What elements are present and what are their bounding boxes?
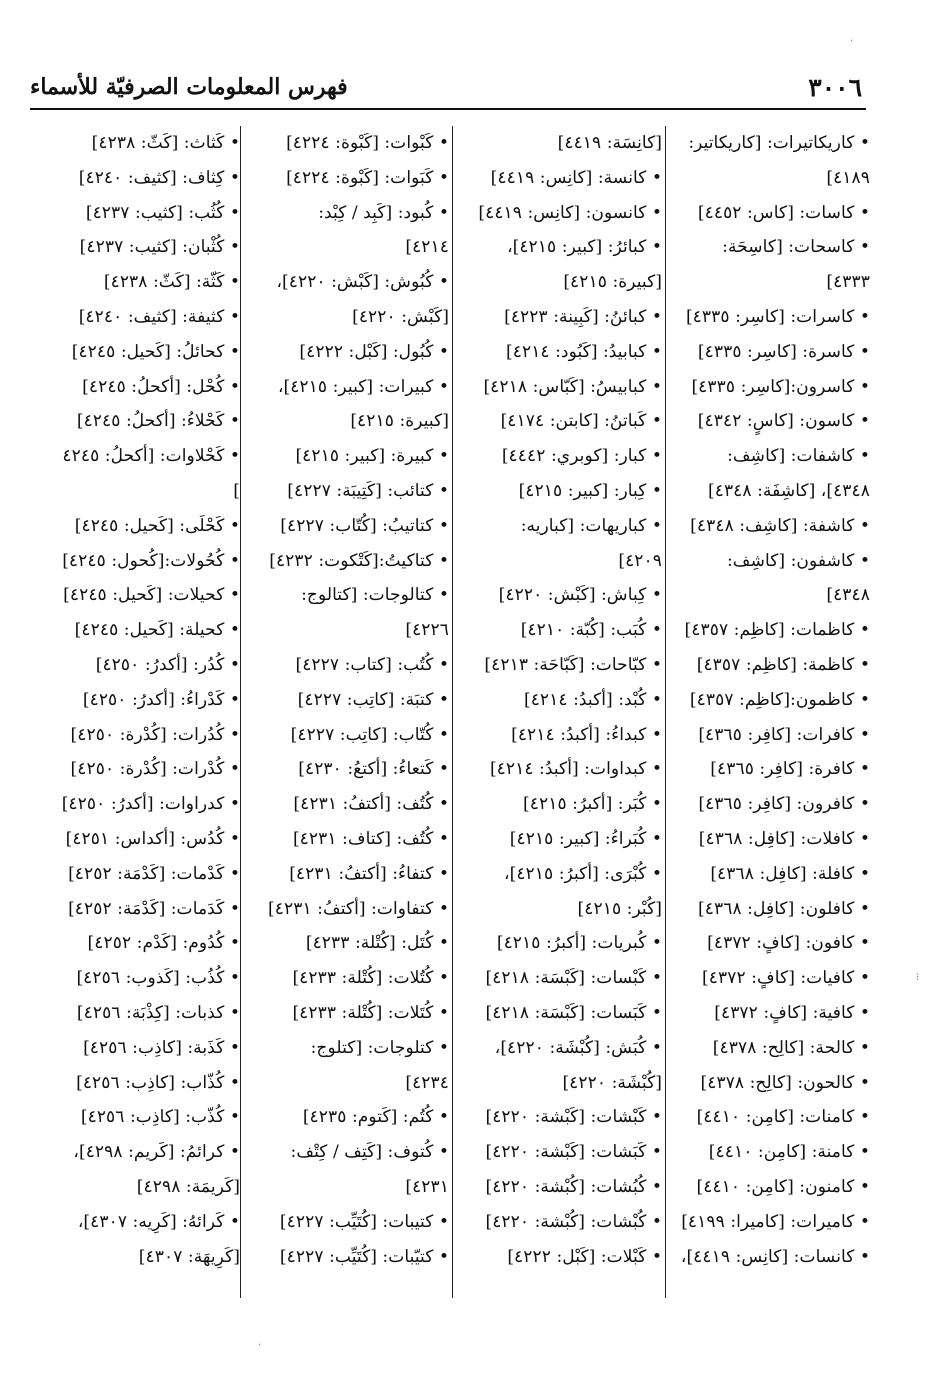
index-entry: • كُتوف: [كَتِف / كِتْف: ٤٢٣١] — [290, 1142, 449, 1197]
index-entry: • كُبريات: [أكبرُ: ٤٢١٥] — [496, 933, 662, 954]
index-entry: • كالحة: [كالِح: ٤٣٧٨] — [712, 1037, 870, 1058]
index-entry: • كَرائهُ: [كَرِيه: ٤٣٠٧]، [كَرِيهَة: ٤٣٠٧] — [77, 1211, 240, 1267]
header-rule — [30, 108, 866, 110]
index-entry: • كافرات: [كافِر: ٤٣٦٥] — [698, 724, 870, 745]
index-entry: • كاظمات: [كاظِم: ٤٣٥٧] — [684, 620, 870, 641]
index-entry: • كُبْرَى: [أكبرُ: ٤٢١٥]، [كُبْر: ٤٢١٥] — [504, 863, 662, 919]
index-entry: • كافلة: [كافِل: ٤٣٦٨] — [710, 863, 870, 884]
index-entry: • كِباش: [كَبْش: ٤٢٢٠] — [498, 585, 662, 606]
index-entry: • كافرون: [كافِر: ٤٣٦٥] — [698, 794, 870, 815]
index-entry: • كُدُوم: [كَدْم: ٤٢٥٢] — [87, 933, 240, 954]
index-entry: • كَحْلَى: [كَحيل: ٤٢٤٥] — [74, 515, 240, 536]
index-entry: • كُبَش: [كُبْشَة: ٤٢٢٠]، [كُبْشَة: ٤٢٢٠] — [494, 1037, 662, 1093]
index-entry: • كتالوجات: [كتالوج: ٤٢٢٦] — [301, 585, 449, 641]
index-entry: • كاشفون: [كاشِف: ٤٣٤٨] — [727, 550, 870, 606]
index-entry: • كاسون: [كاسٍ: ٤٣٤٢] — [697, 411, 870, 432]
index-entry: • كالحون: [كالِح: ٤٣٧٨] — [700, 1072, 870, 1093]
index-entry: • كُتُب: [كتاب: ٤٢٢٧] — [295, 654, 449, 675]
index-entry: • كاشفات: [كاشِف: ٤٣٤٨]، [كاشِفَة: ٤٣٤٨] — [708, 446, 870, 501]
index-entry: • كتاكيتُ:[كَتْكوت: ٤٢٣٢] — [269, 550, 449, 571]
index-entry: • كُدُرات: [كُدْرة: ٤٢٥٠] — [70, 724, 240, 745]
index-entry: • كُبَب: [كُبّة: ٤٢١٠] — [520, 620, 662, 641]
index-entry: • كَبْوات: [كَبْوة: ٤٢٢٤] — [286, 133, 449, 153]
index-entry: • كتلوجات: [كتلوج: ٤٢٣٤] — [310, 1037, 449, 1093]
index-entry: • كَبْسات: [كَبْسَة: ٤٢١٨] — [485, 968, 662, 989]
index-column-2 — [458, 126, 662, 1316]
index-entry: • كُذّاب: [كاذِب: ٤٢٥٦] — [76, 1072, 240, 1093]
index-entry: • كافية: [كافٍ: ٤٣٧٢] — [714, 1002, 870, 1023]
index-entry: • كُبَراءُ: [كبير: ٤٢١٥] — [509, 828, 662, 849]
index-entry: • كُذّب: [كاذِب: ٤٢٥٦] — [80, 1107, 240, 1128]
index-entry: • كُتَلات: [كُتْلة: ٤٢٣٣] — [292, 1002, 449, 1023]
index-entry: • كَبَشات: [كَبْشة: ٤٢٢٠] — [485, 1142, 662, 1163]
index-entry: • كاظمون:[كاظِم: ٤٣٥٧] — [689, 689, 870, 710]
index-entry: • كاسرون:[كاسِر: ٤٣٣٥] — [691, 376, 870, 397]
index-entry: • كُبُول: [كَبْل: ٤٢٢٢] — [299, 341, 449, 362]
index-entry: • كبائنُ: [كَبِينة: ٤٢٢٣] — [504, 306, 662, 327]
index-entry: • كافيات: [كافٍ: ٤٣٧٢] — [702, 968, 870, 989]
index-entry: • كَحْلاءُ: [أكحلُ: ٤٢٤٥] — [76, 411, 240, 432]
index-entry: • كافون: [كافٍ: ٤٣٧٢] — [707, 933, 870, 954]
index-entry: • كَباتنُ: [كابتن: ٤١٧٤] — [500, 411, 662, 432]
index-entry: • كبيرات: [كبير: ٤٢١٥]، [كبيرة: ٤٢١٥] — [277, 376, 449, 432]
index-entry: • كُثْبان: [كثيب: ٤٢٣٧] — [79, 237, 240, 258]
index-entry: • كُتَل: [كُتْلة: ٤٢٣٣] — [305, 933, 449, 954]
index-column-1 — [672, 126, 870, 1316]
scan-speck: · — [258, 1340, 262, 1351]
index-entry: • كُحُولات:[كُحول: ٤٢٤٥] — [62, 550, 240, 571]
index-entry: • كاسحات: [كاسِحَة: ٤٣٣٣] — [722, 237, 870, 293]
index-entry: • كَثّة: [كَثّ: ٤٢٣٨] — [103, 272, 240, 293]
index-entry: • كحيلات: [كَحيل: ٤٢٤٥] — [63, 585, 240, 606]
page-header — [30, 62, 862, 108]
index-entry: • كَثاث: [كَثّ: ٤٢٣٨] — [91, 133, 240, 153]
index-entry: • كبائرُ: [كبير: ٤٢١٥]، [كبيرة: ٤٢١٥] — [507, 237, 662, 293]
index-entry: • كبابيسُ: [كَبّاس: ٤٢١٨] — [483, 376, 662, 397]
column-divider — [240, 126, 241, 1298]
index-entry: • كِثاف: [كثيف: ٤٢٤٠] — [78, 167, 240, 188]
index-entry: • كَبْشات: [كَبْشة: ٤٢٢٠] — [485, 1107, 662, 1128]
index-entry: • كباريهات: [كباريه: ٤٢٠٩] — [520, 515, 662, 571]
index-entry: • كتيّبات: [كُتَيِّب: ٤٢٢٧] — [279, 1246, 449, 1267]
index-entry: • كَتعاءُ: [أكتعُ: ٤٢٣٠] — [298, 759, 449, 780]
page-title: فهرس المعلومات الصرفيّة للأسماء — [30, 74, 348, 100]
index-entry: • كُتُلات: [كُتْلة: ٤٢٣٣] — [292, 968, 449, 989]
index-entry: • كامنات: [كامِن: ٤٤١٠] — [696, 1107, 870, 1128]
index-entry: • كُتُم: [كَتوم: ٤٢٣٥] — [302, 1107, 449, 1128]
index-entry: • كَبَوات: [كَبْوة: ٤٢٢٤] — [286, 167, 449, 188]
index-entry: • كتاتيبُ: [كُتّاب: ٤٢٢٧] — [280, 515, 449, 536]
index-entry: • كُثُب: [كثيب: ٤٢٣٧] — [85, 202, 240, 223]
index-entry: • كامنة: [كامِن: ٤٤١٠] — [708, 1142, 870, 1163]
page-number: ٣٠٠٦ — [808, 73, 862, 102]
index-column-3 — [243, 126, 449, 1316]
index-entry: • كِبار: [كبير: ٤٢١٥] — [518, 480, 662, 501]
scan-speck: · — [850, 36, 854, 47]
column-divider — [452, 126, 453, 1298]
index-entry: • كحيلة: [كَحيل: ٤٢٤٥] — [74, 620, 240, 641]
index-entry: • كاسرة: [كاسِر: ٤٣٣٥] — [697, 341, 870, 362]
index-entry: [كانِسَة: ٤٤١٩] — [557, 133, 662, 153]
index-entry: • كافرة: [كافِر: ٤٣٦٥] — [710, 759, 870, 780]
index-entry: • كانسات: [كانِس: ٤٤١٩]، — [680, 1246, 870, 1267]
index-entry: • كبيرة: [كبير: ٤٢١٥] — [295, 446, 449, 467]
index-entry: • كُتُف: [كتاف: ٤٢٣١] — [292, 828, 449, 849]
index-entry: • كاسرات: [كاسِر: ٤٣٣٥] — [685, 306, 870, 327]
scan-speck: ⁝ — [916, 972, 920, 983]
index-entry: • كُبُشات: [كُبْشة: ٤٢٢٠] — [485, 1176, 662, 1197]
index-entry: • كاظمة: [كاظِم: ٤٣٥٧] — [696, 654, 870, 675]
index-entry: • كاسات: [كاس: ٤٤٥٢] — [697, 202, 870, 223]
index-entry: • كُذُب: [كَذوب: ٤٢٥٦] — [76, 968, 240, 989]
index-entry: • كُحْل: [أكحلُ: ٤٢٤٥] — [82, 376, 240, 397]
index-entry: • كَبَسات: [كَبْسَة: ٤٢١٨] — [485, 1002, 662, 1023]
index-entry: • كَحْلاوات: [أكحلُ: ٤٢٤٥ ] — [62, 446, 240, 501]
index-entry: • كاريكاتيرات: [كاريكاتير: ٤١٨٩] — [688, 133, 870, 188]
index-entry: • كانسون: [كانِس: ٤٤١٩] — [478, 202, 662, 223]
index-entry: • كتائب: [كَتِيبَة: ٤٢٢٧] — [287, 480, 449, 501]
index-entry: • كافلون: [كافِل: ٤٣٦٨] — [698, 898, 870, 919]
index-entry: • كامنون: [كامِن: ٤٤١٠] — [696, 1176, 870, 1197]
column-divider — [665, 126, 666, 1298]
index-entry: • كُتُف: [أكتفُ: ٤٢٣١] — [293, 794, 449, 815]
index-entry: • كَدْراءُ: [أكدرُ: ٤٢٥٠] — [82, 689, 240, 710]
index-entry: • كُبَر: [أكبرُ: ٤٢١٥] — [523, 794, 662, 815]
index-entry: • كتيبات: [كُتَيِّب: ٤٢٢٧] — [279, 1211, 449, 1232]
index-entry: • كحائلُ: [كَحيل: ٤٢٤٥] — [71, 341, 240, 362]
index-entry: • كَذَبة: [كاذِب: ٤٢٥٦] — [83, 1037, 240, 1058]
index-entry: • كرائمُ: [كَريم: ٤٢٩٨]، [كَريمَة: ٤٢٩٨] — [73, 1142, 240, 1197]
index-entry: • كَدَمات: [كَدْمَة: ٤٢٥٢] — [68, 898, 240, 919]
index-entry: • كُبْد: [أكبدُ: ٤٢١٤] — [523, 689, 662, 710]
index-entry: • كَبْلات: [كَبْل: ٤٢٢٢] — [507, 1246, 662, 1267]
index-entry: • كتفاوات: [أكتفُ: ٤٢٣١] — [268, 898, 449, 919]
index-entry: • كَدْمات: [كَدْمَة: ٤٢٥٢] — [68, 863, 240, 884]
index-entry: • كُبْشات: [كُبْشة: ٤٢٢٠] — [485, 1211, 662, 1232]
index-entry: • كُتّاب: [كاتِب: ٤٢٢٧] — [290, 724, 449, 745]
index-entry: • كذبات: [كِذْبَة: ٤٢٥٦] — [76, 1002, 240, 1023]
index-entry: • كثيفة: [كثيف: ٤٢٤٠] — [78, 306, 240, 327]
index-entry: • كُبود: [كَبِد / كِبْد: ٤٢١٤] — [318, 202, 449, 258]
index-entry: • كبار: [كوبري: ٤٤٤٢] — [501, 446, 662, 467]
index-entry: • كتفاءُ: [أكتفُ: ٤٢٣١] — [289, 863, 449, 884]
index-entry: • كاميرات: [كاميرا: ٤١٩٩] — [681, 1211, 870, 1232]
index-entry: • كتبَة: [كاتِب: ٤٢٢٧] — [297, 689, 449, 710]
index-entry: • كُبُوش: [كَبْش: ٤٢٢٠]، [كَبْش: ٤٢٢٠] — [276, 272, 449, 327]
index-column-4 — [18, 126, 240, 1316]
index-entry: • كُدْرات: [كُدْرة: ٤٢٥٠] — [70, 759, 240, 780]
index-entry: • كاشفة: [كاشِف: ٤٣٤٨] — [690, 515, 870, 536]
index-entry: • كبّاحات: [كَبّاحَة: ٤٢١٣] — [484, 654, 662, 675]
index-entry: • كبداوات: [أكبدُ: ٤٢١٤] — [489, 759, 662, 780]
index-entry: • كُدُر: [أكدرُ: ٤٢٥٠] — [95, 654, 240, 675]
index-entry: • كبابيدُ: [كَبُود: ٤٢١٤] — [506, 341, 662, 362]
index-entry: • كانسة: [كانِس: ٤٤١٩] — [490, 167, 662, 188]
index-entry: • كُدُس: [أكداس: ٤٢٥١] — [65, 828, 240, 849]
index-entry: • كبداءُ: [أكبدُ: ٤٢١٤] — [511, 724, 662, 745]
index-entry: • كافلات: [كافِل: ٤٣٦٨] — [698, 828, 870, 849]
index-entry: • كدراوات: [أكدرُ: ٤٢٥٠] — [61, 794, 240, 815]
